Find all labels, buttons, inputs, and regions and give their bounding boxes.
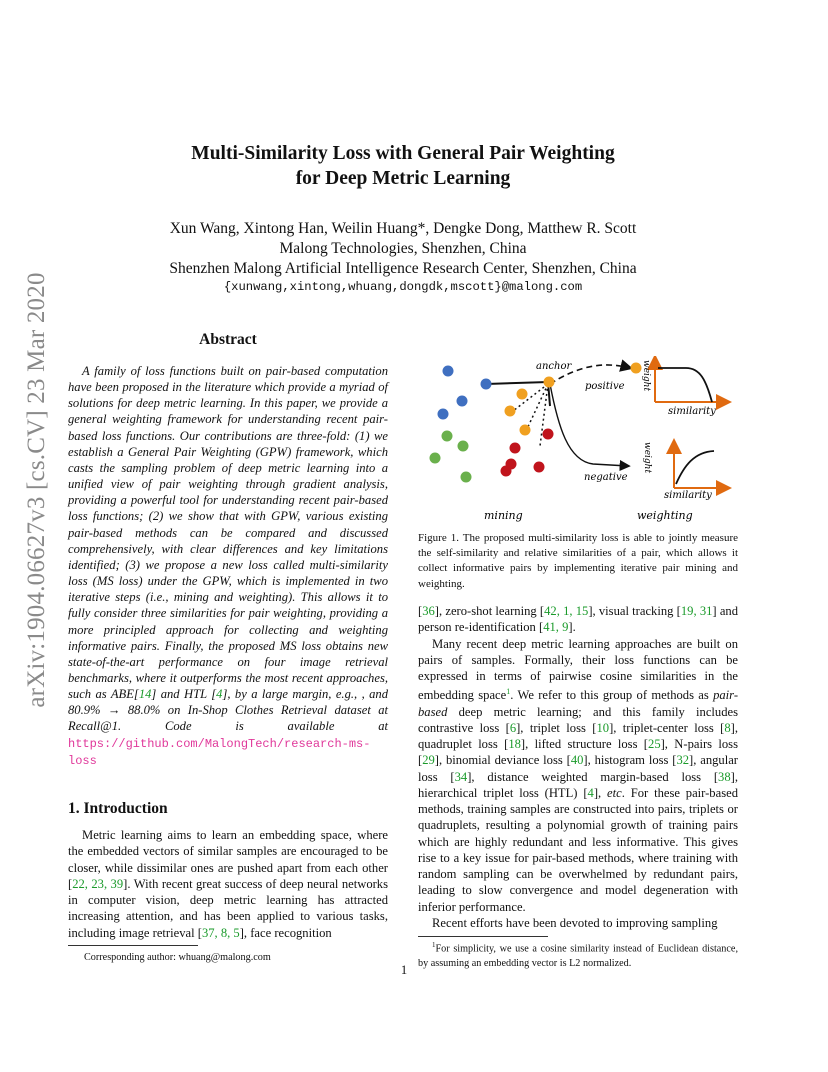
red-point: [534, 462, 545, 473]
footnote-marker[interactable]: 1: [506, 687, 511, 697]
anchor-to-positive-link: [486, 382, 548, 384]
intro-text-2: ]. With recent great success of deep neural networks in computer vision, deep metric learning has attracted increasing attention, and has been applied to various tasks, including image retrieval [: [68, 876, 389, 940]
cite[interactable]: 8: [724, 720, 731, 735]
cite-htl[interactable]: 4: [216, 687, 223, 702]
right-column-body: [418, 603, 738, 931]
footnote-1-mark: 1: [432, 941, 436, 949]
orange-point: [520, 425, 531, 436]
green-point: [458, 441, 469, 452]
abstract-body: [68, 363, 388, 769]
footnote-rule-right: [418, 936, 548, 937]
cite[interactable]: 25: [648, 737, 661, 752]
label-anchor: anchor: [536, 361, 572, 372]
cite[interactable]: 10: [596, 720, 610, 735]
cite[interactable]: 42, 1, 15: [544, 604, 589, 618]
figure-1: [418, 356, 738, 526]
cite-abe[interactable]: 14: [138, 687, 152, 702]
right-para-3: Recent efforts have been devoted to improving sampling: [432, 915, 718, 930]
orange-point: [505, 406, 516, 417]
figure-1-svg: [418, 356, 738, 526]
footnote-1: [418, 938, 738, 971]
title-line-1: Multi-Similarity Loss with General Pair Weighting: [191, 143, 615, 164]
cite[interactable]: 38: [718, 769, 731, 784]
cite[interactable]: 18: [508, 737, 521, 752]
orange-point: [517, 389, 528, 400]
author-emails: {xunwang,xintong,whuang,dongdk,mscott}@malong.com: [223, 280, 583, 294]
abstract-text-3: ], by a large margin, e.g., , and 80.9% → 88.0% on In-Shop Clothes Retrieval dataset at Recall@1. Code is available at: [68, 687, 388, 734]
cite[interactable]: 41, 9: [543, 620, 569, 635]
anchor-point: [544, 377, 555, 388]
right-para-2: Many recent deep metric learning approaches are built on pairs of samples. Formally, their loss functions can be expressed in terms of pairwise cosine similarities in the embedding space$^1$. We refer to this group of methods as pair-based deep metric learning; and this family includes contrastive loss [6], triplet loss [10], triplet-center loss [8], quadruplet loss [18], lifted structure loss [25], N-pairs loss [29], binomial deviance loss [40], histogram loss [32], angular loss [34], distance weighted margin-based loss [38], hierarchical triplet loss (HTL) [4], etc. For these pair-based methods, training samples are constructed into pairs, triplets or quadruplets, resulting a polynomial growth of training pairs which are highly redundant and less informative. This gives rise to a key issue for pair-based methods, where training with random sampling can be overwhelmed by redundant pairs, leading to slow convergence and model degeneration with inferior performance.: [418, 636, 739, 914]
label-positive: positive: [585, 381, 625, 392]
cite[interactable]: 29: [422, 753, 435, 768]
green-point: [442, 431, 453, 442]
red-point: [501, 466, 512, 477]
red-point: [510, 443, 521, 454]
affiliation-1: Malong Technologies, Shenzhen, China: [279, 240, 527, 257]
intro-cites-1[interactable]: 22, 23, 39: [72, 876, 124, 891]
author-list: Xun Wang, Xintong Han, Weilin Huang*, Dengke Dong, Matthew R. Scott: [169, 220, 637, 237]
blue-point: [457, 396, 468, 407]
abstract-text-1: A family of loss functions built on pair-based computation have been proposed in the literature which provide a myriad of solutions for deep metric learning. In this paper, we provide a general weighting framework for understanding recent pair-based loss functions. Our contributions are three-fold: (1) we establish a General Pair Weighting (GPW) framework, which casts the sampling problem of deep metric learning into a unified view of pair weighting through gradient analysis, providing a powerful tool for understanding recent pair-based loss functions; (2) we show that with GPW, various existing pair-based methods can be compared and discussed comprehensively, with clear differences and key limitations identified; (3) we propose a new loss called multi-similarity loss (MS loss) under the GPW, which is implemented in two iterative steps (i.e., mining and weighting). This allows it to fully consider three similarities for pair weighting, providing a more principled approach for collecting and weighting informative pairs. Finally, the proposed MS loss obtains new state-of-the-art performance on four image retrieval benchmarks, where it outperforms the most recent approaches, such as ABE[: [68, 364, 388, 702]
red-point: [543, 429, 554, 440]
bottom-plot-xlabel: similarity: [664, 490, 712, 501]
arxiv-stamp: [14, 272, 60, 708]
blue-point: [438, 409, 449, 420]
intro-heading: 1. Introduction: [68, 800, 168, 817]
green-point: [461, 472, 472, 483]
footnote-rule-left: [68, 945, 198, 946]
arxiv-stamp-text: arXiv:1904.06627v3 [cs.CV] 23 Mar 2020: [23, 272, 50, 708]
intro-cites-2[interactable]: 37, 8, 5: [201, 925, 240, 940]
cite[interactable]: 36: [422, 604, 435, 618]
label-mining: mining: [484, 509, 523, 522]
intro-text-3: ], face recognition: [239, 925, 332, 940]
paper-title: [120, 141, 686, 191]
corresponding-author-note: Corresponding author: whuang@malong.com: [84, 952, 271, 963]
abstract-heading: Abstract: [199, 331, 257, 348]
green-point: [430, 453, 441, 464]
cite[interactable]: 40: [570, 753, 584, 768]
label-negative: negative: [584, 472, 628, 483]
positive-point: [631, 363, 642, 374]
cite[interactable]: 6: [509, 720, 517, 735]
bottom-plot-curve: [676, 451, 714, 484]
blue-point: [443, 366, 454, 377]
bottom-plot-ylabel: weight: [642, 442, 652, 474]
figure-1-caption: Figure 1. The proposed multi-similarity loss is able to jointly measure the self-similarity and relative similarities of a pair, which allows it collect informative pairs by implementing iterative pair mining and weighting.: [418, 532, 738, 590]
cite[interactable]: 34: [454, 769, 468, 784]
negative-arrow: [550, 384, 628, 466]
cite[interactable]: 4: [587, 785, 594, 800]
intro-text-1: Metric learning aims to learn an embedding space, where the embedded vectors of similar samples are encouraged to be closer, while dissimilar ones are pushed apart from each other [: [68, 828, 388, 891]
blue-point: [481, 379, 492, 390]
cite[interactable]: 19, 31: [680, 604, 713, 618]
affiliation-2: Shenzhen Malong Artificial Intelligence Research Center, Shenzhen, China: [169, 260, 637, 277]
intro-body: [68, 827, 388, 941]
right-para-1: [36], zero-shot learning [42, 1, 15], visual tracking [19, 31] and person re-identification [41, 9].: [418, 604, 739, 635]
cite[interactable]: 32: [676, 753, 690, 768]
top-plot-curve: [658, 368, 712, 402]
title-line-2: for Deep Metric Learning: [295, 168, 511, 189]
code-link[interactable]: https://github.com/MalongTech/research-ms-loss: [68, 736, 371, 768]
mining-line-2: [526, 384, 548, 431]
top-plot-ylabel: weight: [641, 360, 651, 392]
footnote-1-text: For simplicity, we use a cosine similarity instead of Euclidean distance, by assuming an embedding vector is L2 normalized.: [418, 943, 738, 969]
top-plot-xlabel: similarity: [668, 406, 716, 417]
abstract-text-2: ] and HTL [: [151, 687, 217, 702]
label-weighting: weighting: [637, 509, 693, 522]
page-number: 1: [400, 963, 408, 977]
author-block: [120, 219, 686, 279]
